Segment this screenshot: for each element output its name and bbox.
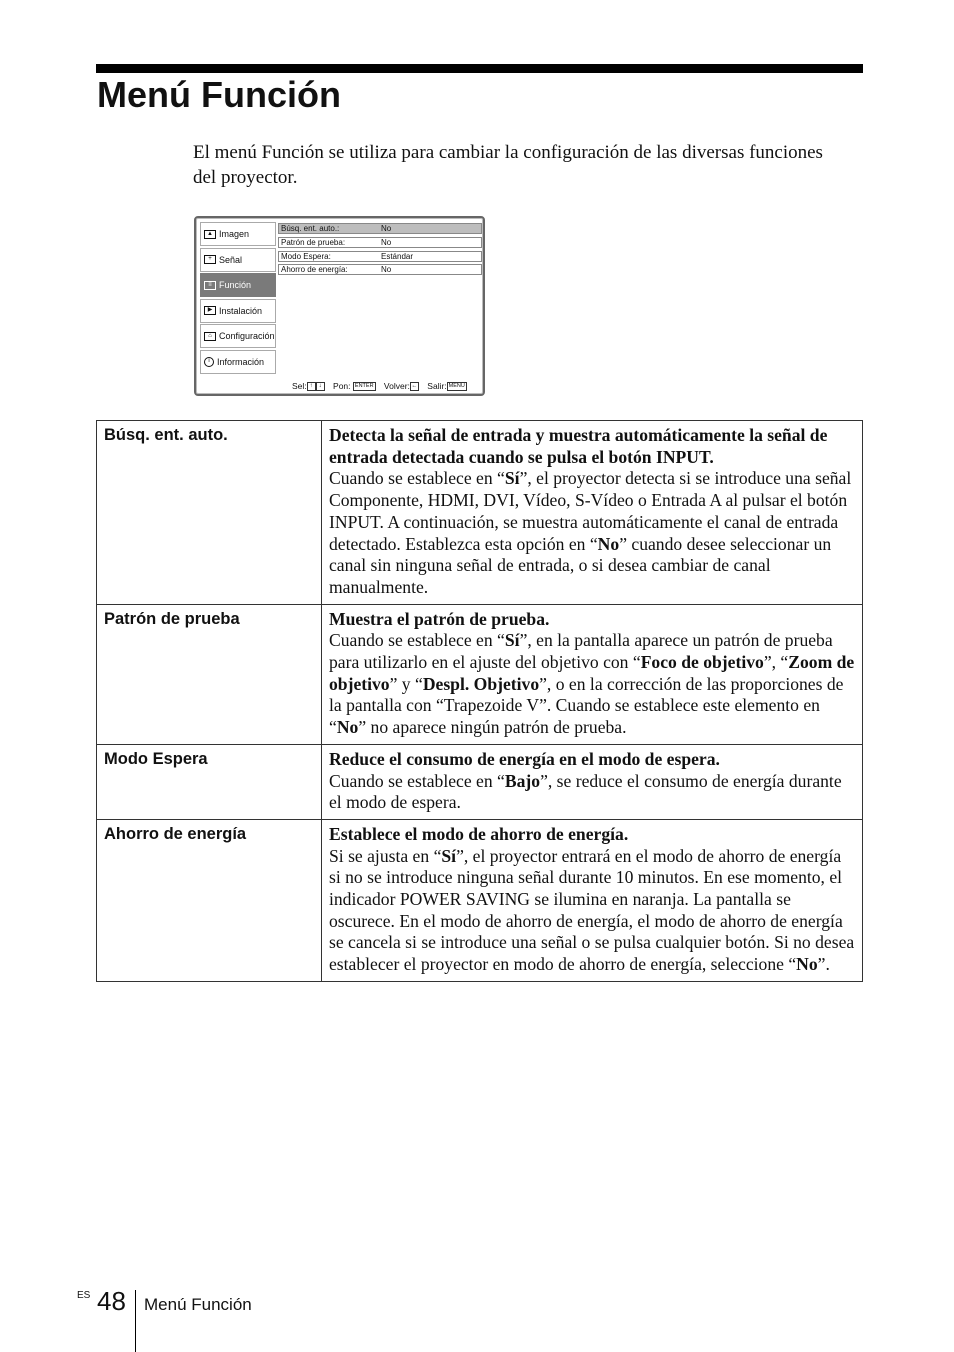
body-text: ” no aparece ningún patrón de prueba. [358, 717, 627, 738]
description-heading: Muestra el patrón de prueba. [329, 608, 550, 629]
table-row [97, 604, 863, 744]
menu-row-value: No [381, 265, 392, 275]
menu-row-key: Ahorro de energía: [281, 265, 348, 275]
hint-pon-label: Pon: [333, 381, 351, 391]
left-arrow-icon: ← [411, 383, 418, 390]
sidebar-item-funcion [200, 273, 276, 297]
body-text: ”, o en la corrección de las proporciones de la pantalla con “Trapezoide V”. Cuando se establece este elemento en “ [329, 673, 844, 738]
sidebar-item-label: Señal [219, 254, 243, 265]
emphasis-text: Sí [441, 845, 457, 866]
emphasis-text: Bajo [504, 770, 541, 791]
description-body [329, 771, 855, 814]
setting-description [322, 744, 863, 819]
image-icon: ▲ [204, 230, 216, 239]
description-body [329, 468, 855, 598]
description-heading: Establece el modo de ahorro de energía. [329, 823, 629, 844]
body-text: Si se ajusta en “ [329, 845, 442, 866]
intro-paragraph: El menú Función se utiliza para cambiar la configuración de las diversas funciones del proyector. [193, 142, 823, 188]
function-icon: ≡ [204, 281, 216, 290]
emphasis-text: No [796, 954, 818, 975]
menu-row-ahorro [278, 264, 482, 275]
hint-volver-label: Volver: [383, 381, 410, 391]
sidebar-item-instalacion [200, 299, 276, 323]
menu-row-value: Estándar [381, 251, 414, 261]
table-row [97, 421, 863, 605]
menu-row-key: Búsq. ent. auto.: [281, 224, 340, 233]
menu-key-icon: MENU [448, 383, 465, 390]
sidebar-item-label: Imagen [219, 229, 250, 239]
footer-language: ES [77, 1290, 91, 1301]
menu-row-modo [278, 251, 482, 262]
body-text: ” cuando desee seleccionar un canal sin ninguna señal de entrada, o si desea cambiar de canal manualmente. [329, 533, 832, 597]
emphasis-text: Sí [504, 468, 520, 489]
body-text: Cuando se establece en “ [329, 770, 505, 791]
body-text: Cuando se establece en “ [329, 468, 505, 489]
menu-row-patron [278, 237, 482, 248]
sidebar-item-label: Función [219, 280, 252, 290]
table-row [97, 744, 863, 819]
body-text: ”, “ [763, 652, 789, 673]
setting-description [322, 819, 863, 981]
info-icon: i [204, 357, 214, 367]
hint-sel-label: Sel: [292, 381, 307, 391]
sidebar-item-senal [200, 248, 276, 272]
setting-name: Búsq. ent. auto. [97, 421, 322, 605]
body-text: ”, el proyector entrará en el modo de ahorro de energía si no se introduce ninguna señal durante 10 minutos. En ese momento, el indicador POWER SAVING se ilumina en naranja. La pantalla se oscurece. En el modo de ahorro de energía, el modo de ahorro de energía se cancela si se introduce una señal o se pulsa cualquier botón. Si no desea establecer el proyector en modo de ahorro de energía, seleccione “ [329, 845, 855, 975]
emphasis-text: Despl. Objetivo [422, 673, 540, 694]
sidebar-item-imagen [200, 222, 276, 246]
description-heading: Reduce el consumo de energía en el modo de espera. [329, 748, 720, 769]
body-text: ” y “ [389, 673, 423, 694]
body-text: ”, se reduce el consumo de energía durante el modo de espera. [329, 770, 842, 813]
sidebar-item-informacion [200, 350, 276, 374]
setting-name: Patrón de prueba [97, 604, 322, 744]
body-text: ”. [817, 954, 830, 975]
setting-name: Modo Espera [97, 744, 322, 819]
body-text: Cuando se establece en “ [329, 630, 505, 651]
menu-row-key: Modo Espera: [281, 251, 331, 261]
up-arrow-icon: ↑ [307, 382, 316, 391]
page-number: 48 [97, 1286, 126, 1316]
installation-icon: ▶ [204, 306, 216, 315]
sidebar-item-label: Configuración [219, 331, 275, 341]
emphasis-text: Zoom de objetivo [329, 652, 855, 694]
body-text: ”, en la pantalla aparece un patrón de prueba para utilizarlo en el ajuste del objetivo con “ [329, 630, 833, 673]
emphasis-text: No [336, 717, 359, 738]
function-table [96, 420, 863, 982]
menu-row-value: No [381, 237, 392, 247]
setting-description [322, 421, 863, 605]
description-body [329, 630, 855, 739]
sidebar-item-label: Instalación [219, 305, 263, 316]
emphasis-text: Foco de objetivo [640, 652, 764, 673]
menu-row-busq [278, 223, 482, 234]
footer-divider [135, 1290, 136, 1352]
sidebar-item-label: Información [217, 356, 265, 367]
menu-sidebar [200, 222, 276, 375]
setting-description [322, 604, 863, 744]
page-title: Menú Función [97, 74, 341, 115]
setting-name: Ahorro de energía [97, 819, 322, 981]
settings-icon: ⌂ [204, 332, 216, 341]
description-heading: Detecta la señal de entrada y muestra automáticamente la señal de entrada detectada cuando se pulsa el botón INPUT. [329, 425, 828, 467]
enter-key-icon: ENTER [354, 383, 374, 390]
down-arrow-icon: ↓ [316, 382, 325, 391]
description-body [329, 846, 855, 976]
footer-section-title: Menú Función [144, 1295, 252, 1314]
signal-icon: + [204, 255, 216, 264]
menu-screenshot [194, 216, 485, 396]
sidebar-item-configuracion [200, 324, 276, 348]
menu-settings-list [278, 223, 482, 278]
menu-key-hints [292, 381, 467, 391]
menu-row-value: No [381, 224, 392, 233]
body-text: ”, el proyector detecta si se introduce una señal Componente, HDMI, DVI, Vídeo, S-Vídeo o Entrada A al pulsar el botón INPUT. A continuación, se muestra automáticamente el canal de entrada detectado. Establezca esta opción en “ [329, 468, 852, 554]
table-row [97, 819, 863, 981]
hint-salir-label: Salir: [427, 381, 447, 391]
menu-row-key: Patrón de prueba: [281, 237, 346, 247]
emphasis-text: Sí [504, 630, 520, 651]
emphasis-text: No [597, 533, 620, 554]
